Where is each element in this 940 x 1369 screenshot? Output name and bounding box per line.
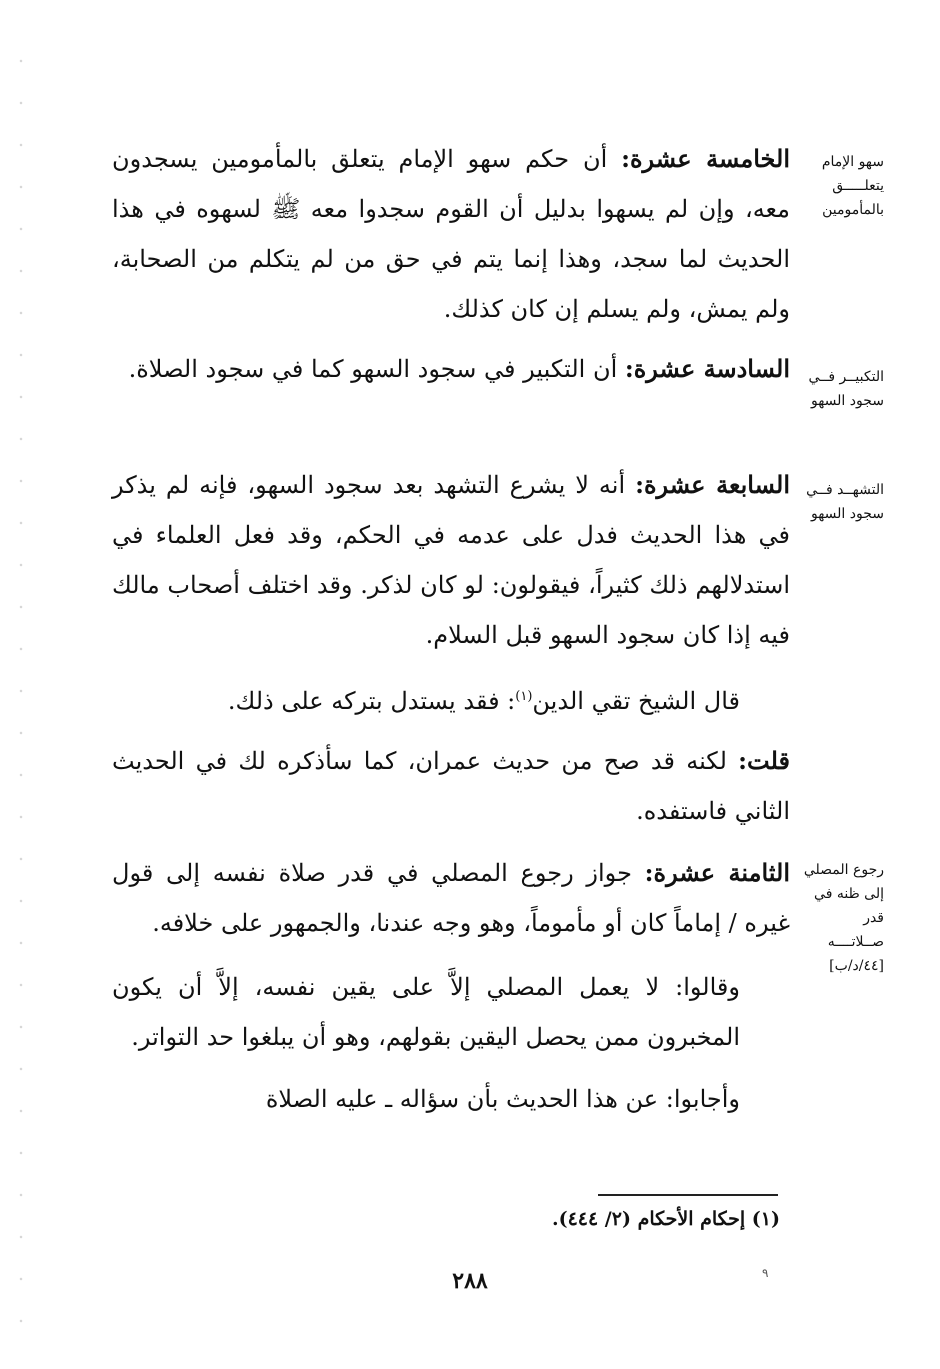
section-18 [112,848,790,1124]
paragraph [112,736,790,836]
footnote: (١) إحكام الأحكام (٢/ ٤٤٤). [551,1208,780,1230]
paragraph [112,344,790,394]
paragraph-text: : فقد يستدل بتركه على ذلك. [227,687,516,715]
page-number: ٢٨٨ [452,1268,488,1294]
margin-line: صــلاتــــه [827,934,884,950]
margin-note-imam-sahw [802,150,884,222]
scan-margin-dots [18,40,24,1340]
paragraph-text: جواز رجوع المصلي في قدر صلاة نفسه إلى قول غيره / إماماً كان أو مأموماً، وهو وجه عندنا، والجمهور على خلافه. [112,859,790,937]
paragraph-text: وأجابوا: عن هذا الحديث بأن سؤاله ـ عليه الصلاة [265,1085,740,1113]
paragraph-lead: السادسة عشرة: [624,354,790,383]
paragraph-lead: الثامنة عشرة: [644,858,791,887]
margin-line: سجود السهو [810,506,884,522]
paragraph [112,1074,790,1124]
section-17 [112,460,790,836]
footnote-ref: (١) [515,689,533,704]
margin-line: يتعلـــــق [832,178,884,194]
stray-mark: ٩ [762,1266,769,1280]
section-15 [112,134,790,334]
margin-line: رجوع المصلي [803,862,884,878]
paragraph-lead: الخامسة عشرة: [621,144,790,173]
margin-line: التشهــد فــي [806,482,884,498]
paragraph-text: وقالوا: لا يعمل المصلي إلاَّ على يقين نفسه، إلاَّ أن يكون المخبرون ممن يحصل اليقين بقولهم، وهو أن يبلغوا حد التواتر. [112,973,740,1051]
margin-line: سهو الإمام [821,154,884,170]
margin-note-ruju [802,858,884,978]
paragraph [112,848,790,948]
paragraph [112,672,790,726]
margin-note-takbir [802,365,884,413]
paragraph-text: أنه لا يشرع التشهد بعد سجود السهو، فإنه لم يذكر في هذا الحديث فدل على عدمه في الحكم، وقد فعل العلماء في استدلالهم ذلك كثيراً، فيقولون: لو كان لذكر. وقد اختلف أصحاب مالك فيه إذا كان سجود السهو قبل السلام. [112,471,790,649]
paragraph [112,962,790,1062]
paragraph [112,134,790,334]
margin-line: إلى ظنه في قدر [814,886,884,926]
margin-line: بالمأمومين [822,202,884,218]
manuscript-ref: [٤٤/د/ب] [829,958,884,974]
paragraph-text: أن التكبير في سجود السهو كما في سجود الصلاة. [128,355,625,383]
margin-line: سجود السهو [810,393,884,409]
margin-note-tashahhud [802,478,884,526]
paragraph-text: قال الشيخ تقي الدين [532,687,740,715]
margin-line: التكبيــر فــي [808,369,884,385]
paragraph-text: أن حكم سهو الإمام يتعلق بالمأمومين يسجدون معه، وإن لم يسهوا بدليل أن القوم سجدوا معه ﷺ لسهوه في هذا الحديث لما سجد، وهذا إنما يتم في حق من لم يتكلم من الصحابة، ولم يمش، ولم يسلم إن كان كذلك. [112,145,790,323]
paragraph [112,460,790,660]
section-16 [112,344,790,394]
footnote-divider [598,1194,778,1196]
paragraph-lead: السابعة عشرة: [635,470,791,499]
paragraph-lead: قلت: [738,746,790,775]
paragraph-text: لكنه قد صح من حديث عمران، كما سأذكره لك في الحديث الثاني فاستفده. [112,747,790,825]
